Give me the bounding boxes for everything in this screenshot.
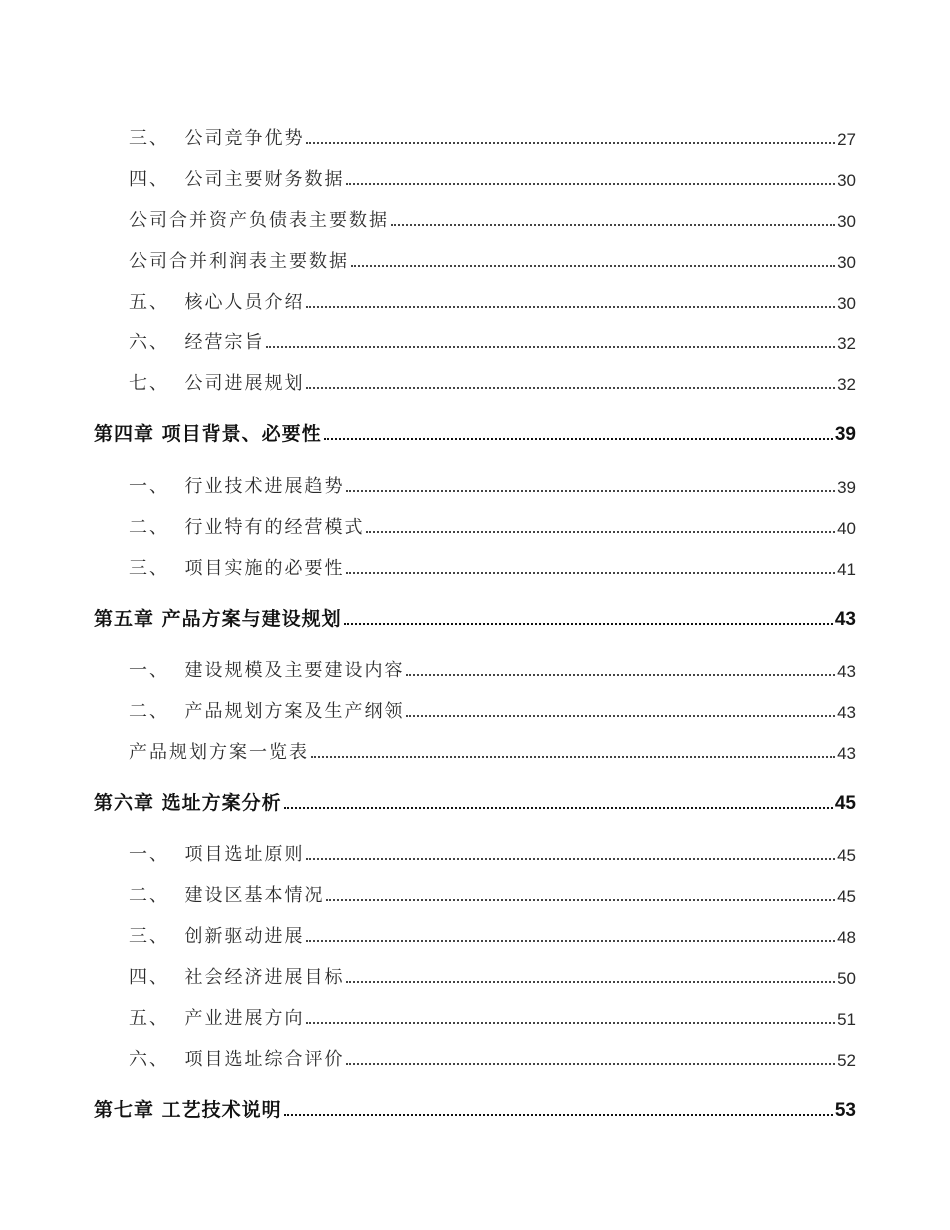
- toc-entry-number: 三、: [129, 128, 185, 149]
- toc-chapter[interactable]: [94, 605, 856, 631]
- toc-chapter-title: 产品方案与建设规划: [161, 608, 342, 630]
- dot-leader: [346, 571, 835, 574]
- toc-entry-title: 行业技术进展趋势: [184, 476, 345, 497]
- toc-chapter-title: 选址方案分析: [161, 792, 282, 814]
- toc-chapter[interactable]: [94, 1096, 856, 1122]
- toc-entry[interactable]: [129, 206, 856, 232]
- dot-leader: [311, 755, 835, 758]
- toc-entry-page: 30: [837, 294, 856, 313]
- toc-chapter-title: 工艺技术说明: [161, 1099, 282, 1121]
- toc-chapter-number: 第七章: [94, 1099, 162, 1121]
- toc-entry-page: 50: [837, 969, 856, 988]
- dot-leader: [351, 264, 835, 267]
- toc-entry-title: 公司进展规划: [184, 373, 305, 394]
- dot-leader: [306, 141, 835, 144]
- toc-entry-page: 41: [837, 560, 856, 579]
- dot-leader: [306, 305, 835, 308]
- toc-chapter[interactable]: [94, 420, 856, 446]
- dot-leader: [306, 939, 835, 942]
- toc-entry-title: 核心人员介绍: [184, 292, 305, 313]
- toc-entry-number: 六、: [129, 1049, 185, 1070]
- toc-chapter-number: 第六章: [94, 792, 162, 814]
- dot-leader: [306, 857, 835, 860]
- dot-leader: [366, 530, 835, 533]
- toc-chapter-page: 45: [834, 793, 856, 814]
- dot-leader: [406, 673, 835, 676]
- toc-entry-title: 建设规模及主要建设内容: [184, 660, 405, 681]
- toc-entry-number: 二、: [129, 885, 185, 906]
- toc-entry[interactable]: [129, 165, 856, 191]
- dot-leader: [344, 622, 833, 625]
- toc-entry-page: 30: [837, 212, 856, 231]
- toc-entry-number: 五、: [129, 1008, 185, 1029]
- toc-entry-page: 52: [837, 1051, 856, 1070]
- toc-entry-title: 产品规划方案及生产纲领: [184, 701, 405, 722]
- toc-entry-title: 创新驱动进展: [184, 926, 305, 947]
- toc-entry[interactable]: [129, 1045, 856, 1071]
- toc-entry-page: 43: [837, 703, 856, 722]
- toc-entry-title: 建设区基本情况: [184, 885, 325, 906]
- toc-entry-number: 四、: [129, 169, 185, 190]
- toc-chapter[interactable]: [94, 789, 856, 815]
- toc-entry-page: 30: [837, 171, 856, 190]
- toc-entry[interactable]: [129, 369, 856, 395]
- toc-entry-number: 四、: [129, 967, 185, 988]
- toc-entry-number: 一、: [129, 476, 185, 497]
- toc-entry-title: 行业特有的经营模式: [184, 517, 365, 538]
- toc-entry-page: 51: [837, 1010, 856, 1029]
- toc-entry-page: 27: [837, 130, 856, 149]
- dot-leader: [284, 806, 833, 809]
- toc-entry-page: 43: [837, 662, 856, 681]
- toc-entry-number: 一、: [129, 660, 185, 681]
- dot-leader: [266, 345, 835, 348]
- toc-entry-title: 经营宗旨: [184, 332, 265, 353]
- toc-entry-number: 三、: [129, 558, 185, 579]
- toc-entry-page: 43: [837, 744, 856, 763]
- toc-entry-page: 30: [837, 253, 856, 272]
- toc-entry-page: 45: [837, 846, 856, 865]
- toc-entry-page: 32: [837, 334, 856, 353]
- toc-entry[interactable]: [129, 328, 856, 354]
- dot-leader: [346, 489, 835, 492]
- toc-entry-page: 45: [837, 887, 856, 906]
- toc-entry[interactable]: [129, 554, 856, 580]
- toc-entry[interactable]: [129, 922, 856, 948]
- dot-leader: [284, 1113, 833, 1116]
- toc-entry[interactable]: [129, 288, 856, 314]
- toc-entry-page: 39: [837, 478, 856, 497]
- dot-leader: [306, 386, 835, 389]
- dot-leader: [306, 1021, 835, 1024]
- toc-entry[interactable]: [129, 1004, 856, 1030]
- toc-entry-number: 七、: [129, 373, 185, 394]
- toc-entry-title: 公司主要财务数据: [184, 169, 345, 190]
- toc-entry-number: 五、: [129, 292, 185, 313]
- toc-entry-title: 社会经济进展目标: [184, 967, 345, 988]
- toc-entry-number: 二、: [129, 517, 185, 538]
- toc-entry[interactable]: [129, 124, 856, 150]
- toc-entry-page: 32: [837, 375, 856, 394]
- toc-entry-title: 产品规划方案一览表: [129, 742, 309, 763]
- toc-entry-title: 公司合并资产负债表主要数据: [129, 210, 389, 231]
- dot-leader: [346, 182, 835, 185]
- toc-entry[interactable]: [129, 513, 856, 539]
- toc-entry-title: 公司竞争优势: [184, 128, 305, 149]
- toc-entry[interactable]: [129, 963, 856, 989]
- toc-entry-title: 项目选址综合评价: [184, 1049, 345, 1070]
- toc-entry-number: 六、: [129, 332, 185, 353]
- dot-leader: [324, 437, 833, 440]
- toc-entry-title: 项目选址原则: [184, 844, 305, 865]
- toc-entry-title: 公司合并利润表主要数据: [129, 251, 349, 272]
- toc-entry[interactable]: [129, 247, 856, 273]
- toc-chapter-number: 第五章: [94, 608, 162, 630]
- toc-chapter-page: 53: [834, 1100, 856, 1121]
- toc-entry-number: 三、: [129, 926, 185, 947]
- toc-entry[interactable]: [129, 656, 856, 682]
- toc-entry-title: 项目实施的必要性: [184, 558, 345, 579]
- toc-entry-number: 二、: [129, 701, 185, 722]
- toc-chapter-title: 项目背景、必要性: [161, 423, 322, 445]
- toc-chapter-page: 39: [834, 424, 856, 445]
- toc-entry[interactable]: [129, 697, 856, 723]
- toc-entry-number: 一、: [129, 844, 185, 865]
- dot-leader: [346, 1062, 835, 1065]
- toc-entry[interactable]: [129, 472, 856, 498]
- dot-leader: [326, 898, 835, 901]
- dot-leader: [406, 714, 835, 717]
- toc-entry-page: 48: [837, 928, 856, 947]
- toc-entry-page: 40: [837, 519, 856, 538]
- dot-leader: [391, 223, 835, 226]
- toc-entry-title: 产业进展方向: [184, 1008, 305, 1029]
- dot-leader: [346, 980, 835, 983]
- toc-entry[interactable]: [129, 840, 856, 866]
- toc-entry[interactable]: [129, 881, 856, 907]
- toc-chapter-page: 43: [834, 609, 856, 630]
- toc-entry[interactable]: [129, 738, 856, 764]
- toc-chapter-number: 第四章: [94, 423, 162, 445]
